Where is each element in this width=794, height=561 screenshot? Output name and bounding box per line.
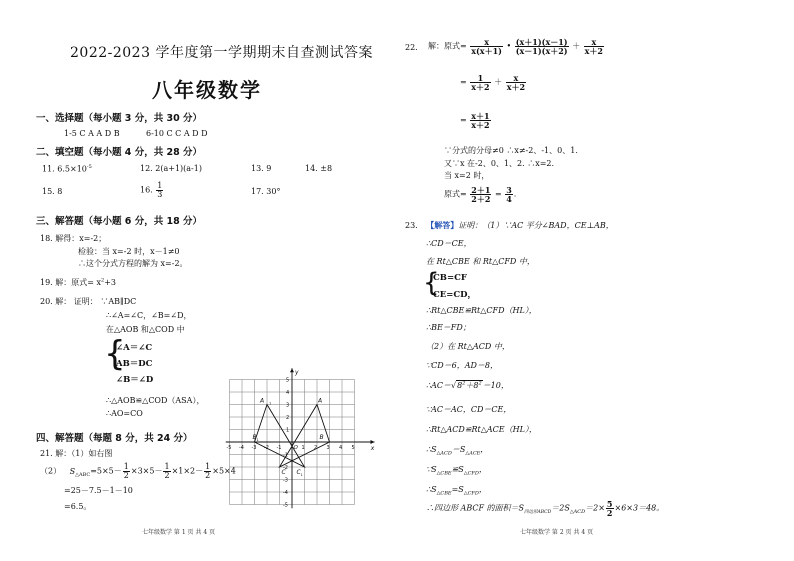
q18-line2: 检验：当 x=-2 时，x－1≠0: [78, 247, 180, 256]
q22-line1: ∵分式的分母≠0 ∴x≠-2、-1、0、1.: [444, 146, 578, 155]
y-tick-label: -5: [283, 502, 288, 509]
coordinate-grid-figure: [228, 364, 378, 516]
y-tick-label: 2: [286, 415, 290, 421]
subject-title: 八年级数学: [152, 78, 262, 102]
origin-label: O: [293, 445, 298, 451]
y-tick-label: 5: [286, 377, 290, 384]
y-tick-label: 4: [286, 390, 290, 396]
q22-result: 原式= $\frac{2+1}{2+2}$ = $\frac{3}{4}$ .: [444, 185, 517, 204]
vertex-b-sub-label: 1: [256, 438, 259, 442]
q21-line1: 21. 解：（1）如右图: [40, 449, 113, 458]
q23-line5: ∴BE＝FD；: [426, 323, 471, 332]
q23-line8: $\therefore AC=√8^2+8^2=10$，: [426, 380, 509, 390]
answer-14: 14. ±8: [305, 164, 333, 173]
q20-cond3: ∠B＝∠D: [116, 375, 154, 385]
x-tick-label: -4: [239, 445, 244, 451]
q23-line9: ∵AC＝AC，CD＝CE，: [426, 405, 512, 414]
q23-line13: $\therefore S_{\triangle CBE}=S_{\triangle CFD}$，: [426, 485, 487, 497]
q23-line11: $\therefore S_{\triangle ACD}=S_{\triangle ACE}$，: [426, 445, 489, 457]
q23-line3: 在 Rt△CBE 和 Rt△CFD 中，: [426, 257, 535, 266]
q23-brace: {: [423, 268, 440, 298]
q23-cond2: CE=CD，: [433, 290, 477, 300]
x-tick-label: 2: [314, 445, 318, 451]
q23-line12: $\because S_{\triangle CBE}≌S_{\triangle CFD}$，: [426, 465, 487, 477]
q20-line4: ∴△AOB≌△COD（ASA），: [106, 396, 205, 405]
y-tick-label: -1: [283, 452, 288, 459]
vertex-a-sub-label: 1: [269, 401, 272, 406]
x-tick-label: -5: [226, 445, 232, 451]
q20-line3: 在△AOB 和△COD 中: [106, 325, 185, 334]
q20-line2: ∴∠A=∠C，∠B=∠D，: [106, 311, 192, 320]
answer-17: 17. 30°: [251, 187, 281, 196]
q23-line1: 23. 【解答】证明：（1）∵AC 平分∠BAD，CE⊥AB，: [405, 220, 614, 230]
footer-left: 七年级数学 第 1 页 共 4 页: [142, 529, 216, 536]
q23-line6: （2）在 Rt△ACD 中，: [426, 342, 510, 351]
q21-line3: =25－7.5－1－10: [64, 486, 133, 495]
q20-cond1: ∠A＝∠C: [116, 343, 153, 353]
vertex-a-label: A: [260, 397, 265, 405]
x-tick-label: 5: [351, 445, 355, 451]
answer-15: 15. 8: [42, 187, 63, 196]
grid-labels: [227, 369, 375, 509]
y-tick-label: 1: [286, 427, 290, 434]
q22-line2: 又∵x 在-2、0、1、2. ∴x=2.: [444, 159, 555, 168]
x-axis-label: x: [370, 445, 375, 452]
q23-line10: ∴Rt△ACD≌Rt△ACE（HL），: [426, 425, 537, 434]
answer-13: 13. 9: [251, 164, 272, 173]
footer-right: 七年级数学 第 2 页 共 4 页: [520, 529, 594, 536]
q22-step2: = $\frac{1}{x+2}$ ＋ $\frac{x}{x+2}$: [460, 73, 526, 92]
q18-line1: 18. 解得：x=-2；: [40, 234, 107, 243]
x-tick-label: -3: [251, 445, 257, 451]
q20-line1: 20. 解： 证明： ∵AB∥DC: [40, 297, 137, 306]
q22-line3: 当 x=2 时，: [444, 171, 490, 180]
q23-line2: ∴CD＝CE，: [426, 239, 472, 248]
q19-answer: 19. 解：原式= $x^2+3$: [40, 277, 117, 287]
vertex-b1-label: B: [319, 434, 324, 441]
q20-line5: ∴AO=CO: [106, 409, 143, 418]
x-tick-label: 3: [326, 445, 330, 451]
x-axis-arrow: [371, 440, 375, 444]
q23-line7: ∵CD＝6，AD＝8，: [426, 361, 498, 370]
answers-6-10: 6-10 C C A D D: [146, 129, 208, 138]
vertex-c1-label: C: [281, 469, 286, 476]
q22-expression: 解：原式= $\frac{x}{x(x+1)}$ • $\frac{(x+1)(x-1)}{(x-1)(x+2)}$ ＋ $\frac{x}{x+2}$: [428, 37, 603, 56]
answer-16: 16. $\frac{1}{3}$: [140, 181, 163, 199]
q21-line2: （2） $S_{\triangle ABC}=5\times 5-$ $\frac{1}{2}$ ×3×5－ $\frac{1}{2}$ ×1×2－ $\frac{1}{2}$ ×5×4: [40, 462, 236, 480]
page-title: 2022-2023 学年度第一学期期末自查测试答案: [70, 45, 373, 61]
x-tick-label: -2: [264, 445, 269, 451]
y-tick-label: -3: [283, 477, 288, 484]
vertex-a1-label: A: [318, 397, 323, 405]
y-tick-label: 3: [286, 402, 290, 409]
section-1-heading: 一、选择题（每小题 3 分，共 30 分）: [36, 113, 203, 124]
vertex-b-label: B: [252, 434, 257, 441]
q22-label: 22.: [405, 43, 418, 52]
q23-line14: ∴四边形 ABCF 的面积$=S_{四边形ABCD}=2S_{\triangle ACD}=2\times$ $\frac{5}{2}$ ×6×3＝48。: [426, 499, 665, 518]
vertex-c-sub-label: 1: [300, 473, 303, 477]
section-2-heading: 二、填空题（每小题 4 分，共 28 分）: [36, 147, 203, 158]
axes: [226, 368, 375, 508]
x-tick-label: 1: [301, 445, 305, 451]
y-tick-label: -4: [283, 490, 288, 496]
section-3-heading: 三、解答题（每小题 6 分，共 18 分）: [36, 216, 203, 227]
section-4-heading: 四、解答题（每题 8 分，共 24 分）: [36, 433, 193, 444]
y-tick-label: -2: [283, 465, 288, 471]
q21-line4: =6.5。: [64, 502, 92, 511]
y-axis-label: y: [295, 369, 299, 376]
answer-11: 11. $6.5\times 10^{-5}$: [42, 164, 92, 174]
y-axis-arrow: [290, 368, 294, 372]
x-tick-label: -1: [276, 445, 282, 451]
q23-line4: ∴Rt△CBE≌Rt△CFD（HL），: [426, 306, 537, 315]
q22-step3: = $\frac{x+1}{x+2}$: [460, 111, 490, 130]
q20-brace: {: [104, 334, 126, 374]
answers-1-5: 1-5 C A A D B: [64, 129, 120, 138]
vertex-c-label: C: [296, 469, 301, 476]
q18-line3: ∴这个分式方程的解为 x=-2。: [78, 259, 188, 268]
q23-cond1: CB=CF: [433, 273, 467, 283]
q20-cond2: AB＝DC: [116, 359, 153, 369]
x-tick-label: 4: [339, 445, 343, 451]
answer-12: 12. 2(a+1)(a-1): [140, 164, 202, 173]
